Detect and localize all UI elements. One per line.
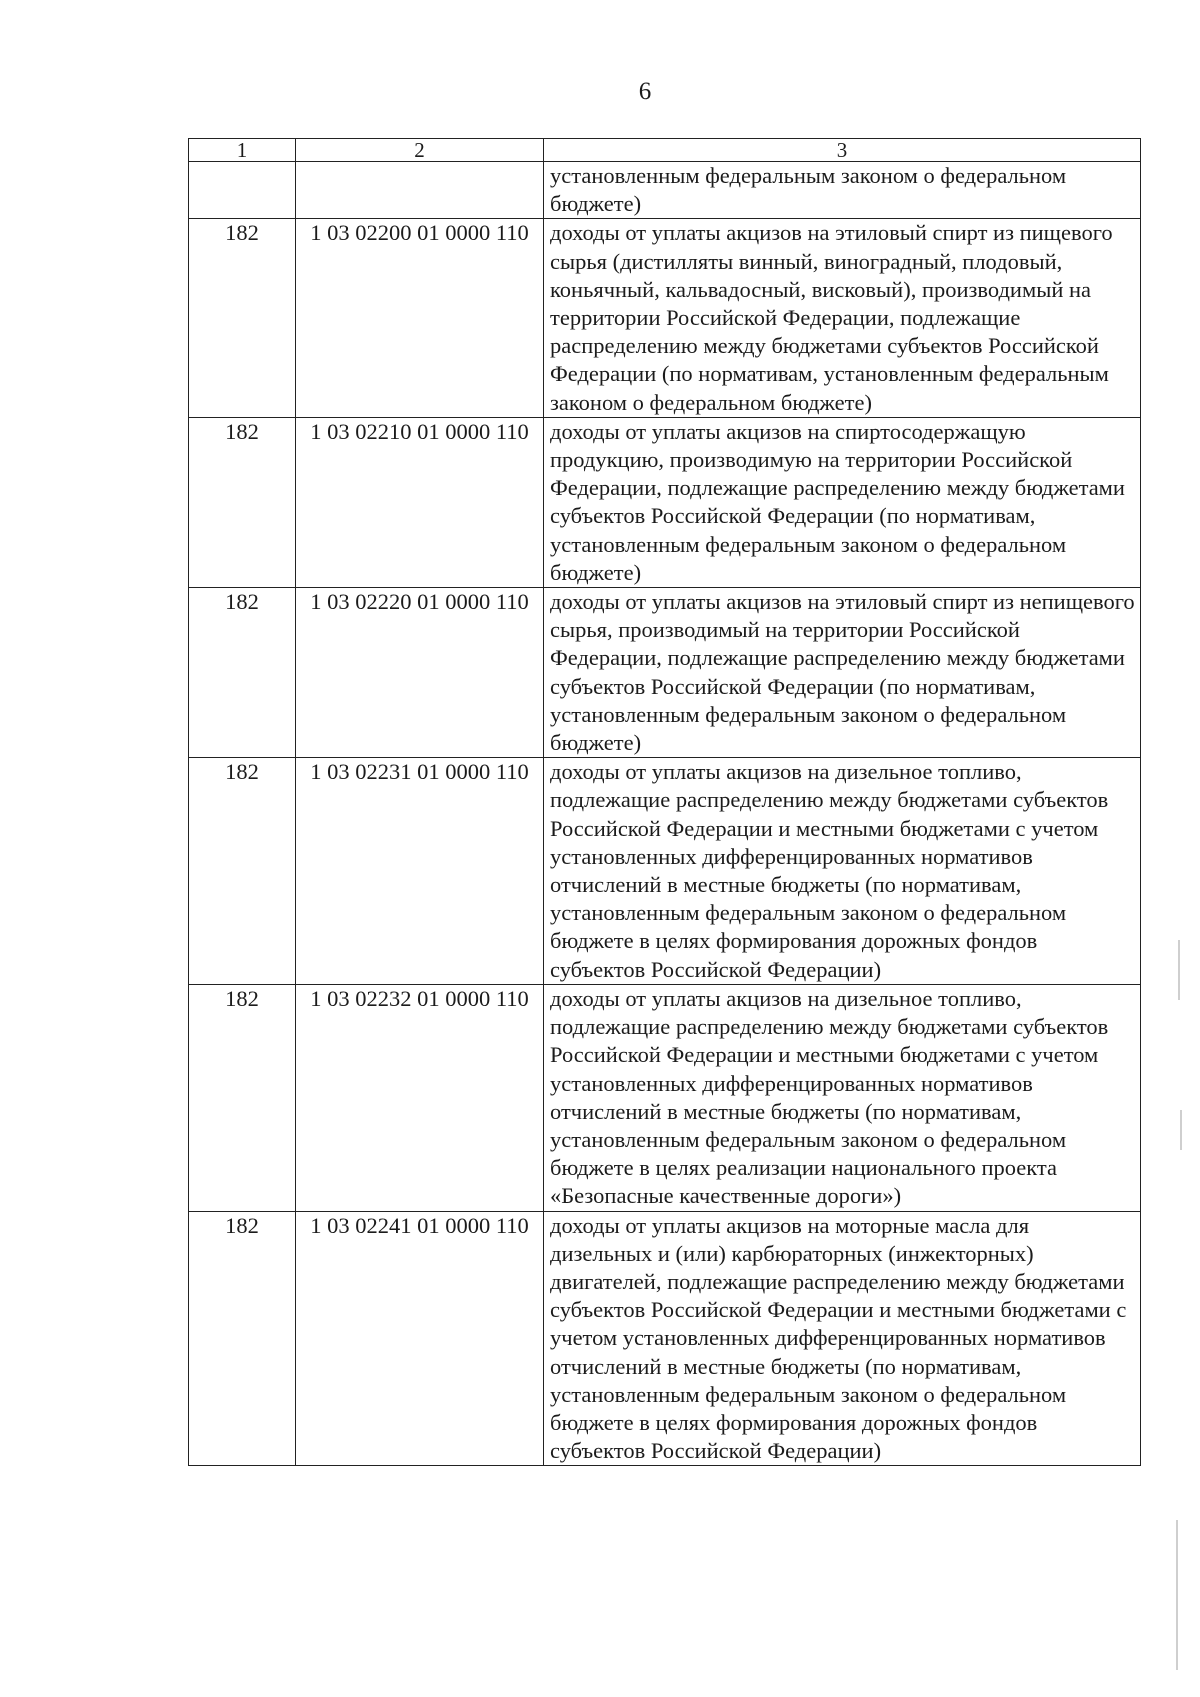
description-cell: доходы от уплаты акцизов на этиловый спирт из непищевого сырья, производимый на территории Российской Федерации, подлежащие распределению между бюджетами субъектов Российской Федерации (по нормативам, установленным федеральным законом о федеральном бюджете) (544, 588, 1141, 758)
table-header-row (189, 139, 1141, 162)
revenue-codes-table (188, 138, 1141, 1466)
column-header-2: 2 (296, 139, 544, 162)
column-header-3: 3 (544, 139, 1141, 162)
revenue-code-cell: 1 03 02241 01 0000 110 (296, 1211, 544, 1466)
admin-code-cell: 182 (189, 758, 296, 985)
revenue-code-cell: 1 03 02231 01 0000 110 (296, 758, 544, 985)
admin-code-cell: 182 (189, 984, 296, 1211)
admin-code-cell: 182 (189, 588, 296, 758)
description-cell: доходы от уплаты акцизов на этиловый спирт из пищевого сырья (дистилляты винный, виноградный, плодовый, коньячный, кальвадосный, висковый), производимый на территории Российской Федерации, подлежащие распределению между бюджетами субъектов Российской Федерации (по нормативам, установленным федеральным законом о федеральном бюджете) (544, 219, 1141, 417)
page-number: 6 (638, 78, 652, 105)
admin-code-cell: 182 (189, 219, 296, 417)
admin-code-cell: 182 (189, 417, 296, 587)
table-row (189, 588, 1141, 758)
revenue-code-cell: 1 03 02220 01 0000 110 (296, 588, 544, 758)
admin-code-cell: 182 (189, 1211, 296, 1466)
column-header-1: 1 (189, 139, 296, 162)
description-cell: доходы от уплаты акцизов на моторные масла для дизельных и (или) карбюраторных (инжекторных) двигателей, подлежащие распределению между бюджетами субъектов Российской Федерации и местными бюджетами с учетом установленных дифференцированных нормативов отчислений в местные бюджеты (по нормативам, установленным федеральным законом о федеральном бюджете в целях формирования дорожных фондов субъектов Российской Федерации) (544, 1211, 1141, 1466)
admin-code-cell (189, 162, 296, 219)
revenue-code-cell: 1 03 02200 01 0000 110 (296, 219, 544, 417)
table-row (189, 984, 1141, 1211)
table-row (189, 1211, 1141, 1466)
description-cell: доходы от уплаты акцизов на дизельное топливо, подлежащие распределению между бюджетами субъектов Российской Федерации и местными бюджетами с учетом установленных дифференцированных нормативов отчислений в местные бюджеты (по нормативам, установленным федеральным законом о федеральном бюджете в целях реализации национального проекта «Безопасные качественные дороги») (544, 984, 1141, 1211)
scan-mark (1176, 1520, 1178, 1670)
description-cell: доходы от уплаты акцизов на спиртосодержащую продукцию, производимую на территории Российской Федерации, подлежащие распределению между бюджетами субъектов Российской Федерации (по нормативам, установленным федеральным законом о федеральном бюджете) (544, 417, 1141, 587)
revenue-code-cell (296, 162, 544, 219)
scan-mark (1180, 1110, 1182, 1150)
table-row (189, 219, 1141, 417)
revenue-code-cell: 1 03 02210 01 0000 110 (296, 417, 544, 587)
scan-mark (1178, 940, 1180, 1000)
table-row (189, 758, 1141, 985)
description-cell: доходы от уплаты акцизов на дизельное топливо, подлежащие распределению между бюджетами субъектов Российской Федерации и местными бюджетами с учетом установленных дифференцированных нормативов отчислений в местные бюджеты (по нормативам, установленным федеральным законом о федеральном бюджете в целях формирования дорожных фондов субъектов Российской Федерации) (544, 758, 1141, 985)
revenue-code-cell: 1 03 02232 01 0000 110 (296, 984, 544, 1211)
description-cell: установленным федеральным законом о федеральном бюджете) (544, 162, 1141, 219)
table-row (189, 162, 1141, 219)
table-row (189, 417, 1141, 587)
